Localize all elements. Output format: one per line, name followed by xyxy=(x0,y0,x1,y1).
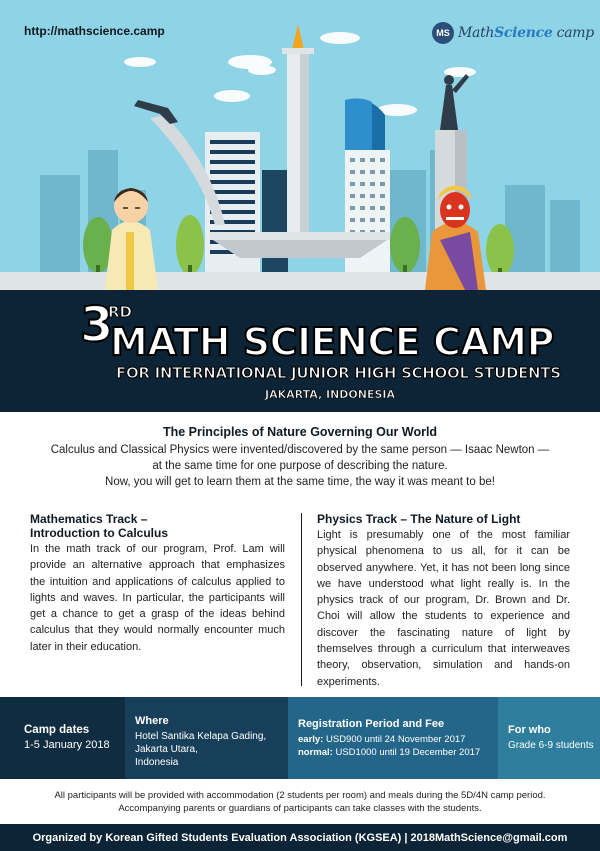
venue-line: Hotel Santika Kelapa Gading, xyxy=(135,731,267,742)
event-location: JAKARTA, INDONESIA xyxy=(265,388,396,401)
edition-suffix: RD xyxy=(108,303,133,321)
math-track-subtitle: Introduction to Calculus xyxy=(30,526,168,540)
guardian-note: Accompanying parents or guardians of participants can take classes with the students. xyxy=(118,802,482,814)
venue-line: Jakarta Utara, xyxy=(135,744,198,755)
accommodation-note: All participants will be provided with accommodation (2 students per room) and meals during the 5D/4N camp period. xyxy=(54,790,546,801)
registration-label: Registration Period and Fee xyxy=(298,717,445,730)
math-track-title: Mathematics Track – xyxy=(30,512,148,526)
venue-cell xyxy=(125,697,288,779)
normal-fee-value: USD1000 until 19 December 2017 xyxy=(332,746,481,758)
event-title: MATH SCIENCE CAMP xyxy=(110,320,554,364)
intro-line: Calculus and Classical Physics were invented/discovered by the same person — Isaac Newton — xyxy=(50,444,550,456)
camp-dates-label: Camp dates xyxy=(24,724,90,736)
math-science-camp-logo xyxy=(432,22,594,44)
intro-line: at the same time for one purpose of describing the nature. xyxy=(152,460,448,472)
logo-text-math: Math xyxy=(458,25,495,41)
edition-number: 3 xyxy=(80,297,114,353)
normal-fee-label: normal: xyxy=(298,746,333,758)
footer-notes xyxy=(10,790,590,815)
camp-dates-cell xyxy=(0,697,125,779)
intro-line: Now, you will get to learn them at the same time, the way it was meant to be! xyxy=(105,476,495,488)
camp-logo-icon: MS xyxy=(432,22,454,44)
math-track xyxy=(30,512,285,655)
early-fee-line xyxy=(298,733,498,746)
audience-value: Grade 6-9 students xyxy=(508,740,594,751)
logo-wordmark xyxy=(458,25,594,41)
normal-fee-line xyxy=(298,746,498,759)
website-url[interactable]: http://mathscience.camp xyxy=(24,24,165,38)
camp-info-strip xyxy=(0,697,600,779)
physics-track-title: Physics Track – The Nature of Light xyxy=(317,512,521,526)
physics-track-description: Light is presumably one of the most familiar physical phenomena to us all, for it can be observed anywhere. Yet, it has not been long since we have understood what light really is. In the physics track of our program, Dr. Brown and Dr. Choi will allow the students to experience and discover the fascinating nature of light by themselves through a curriculum that interweaves theory, observation, simulation and hands-on experiments. xyxy=(317,529,570,688)
camp-dates-value: 1-5 January 2018 xyxy=(24,739,110,751)
hero-illustration xyxy=(0,0,600,290)
venue-label: Where xyxy=(135,715,169,727)
organizer-contact: Organized by Korean Gifted Students Evaluation Association (KGSEA) | 2018MathScience@gmail.com xyxy=(0,824,600,851)
early-fee-label: early: xyxy=(298,733,324,745)
audience-cell xyxy=(498,697,600,779)
venue-line: Indonesia xyxy=(135,757,179,768)
logo-text-camp: camp xyxy=(552,25,594,41)
intro-heading: The Principles of Nature Governing Our World xyxy=(162,425,438,439)
intro-section xyxy=(20,425,580,490)
registration-cell xyxy=(288,697,498,779)
physics-track xyxy=(317,512,570,690)
track-divider xyxy=(301,513,302,686)
audience-label: For who xyxy=(508,724,551,736)
event-subtitle: FOR INTERNATIONAL JUNIOR HIGH SCHOOL STUDENTS xyxy=(116,364,561,382)
logo-text-science: Science xyxy=(494,25,553,41)
math-track-description: In the math track of our program, Prof. Lam will provide an alternative approach that emphasizes the intuition and applications of calculus applied to lights and waves. In particular, the participants will get a chance to get a grasp of the ideas behind calculus that they would normally encounter much later in their education. xyxy=(30,543,285,653)
early-fee-value: USD900 until 24 November 2017 xyxy=(323,733,466,745)
